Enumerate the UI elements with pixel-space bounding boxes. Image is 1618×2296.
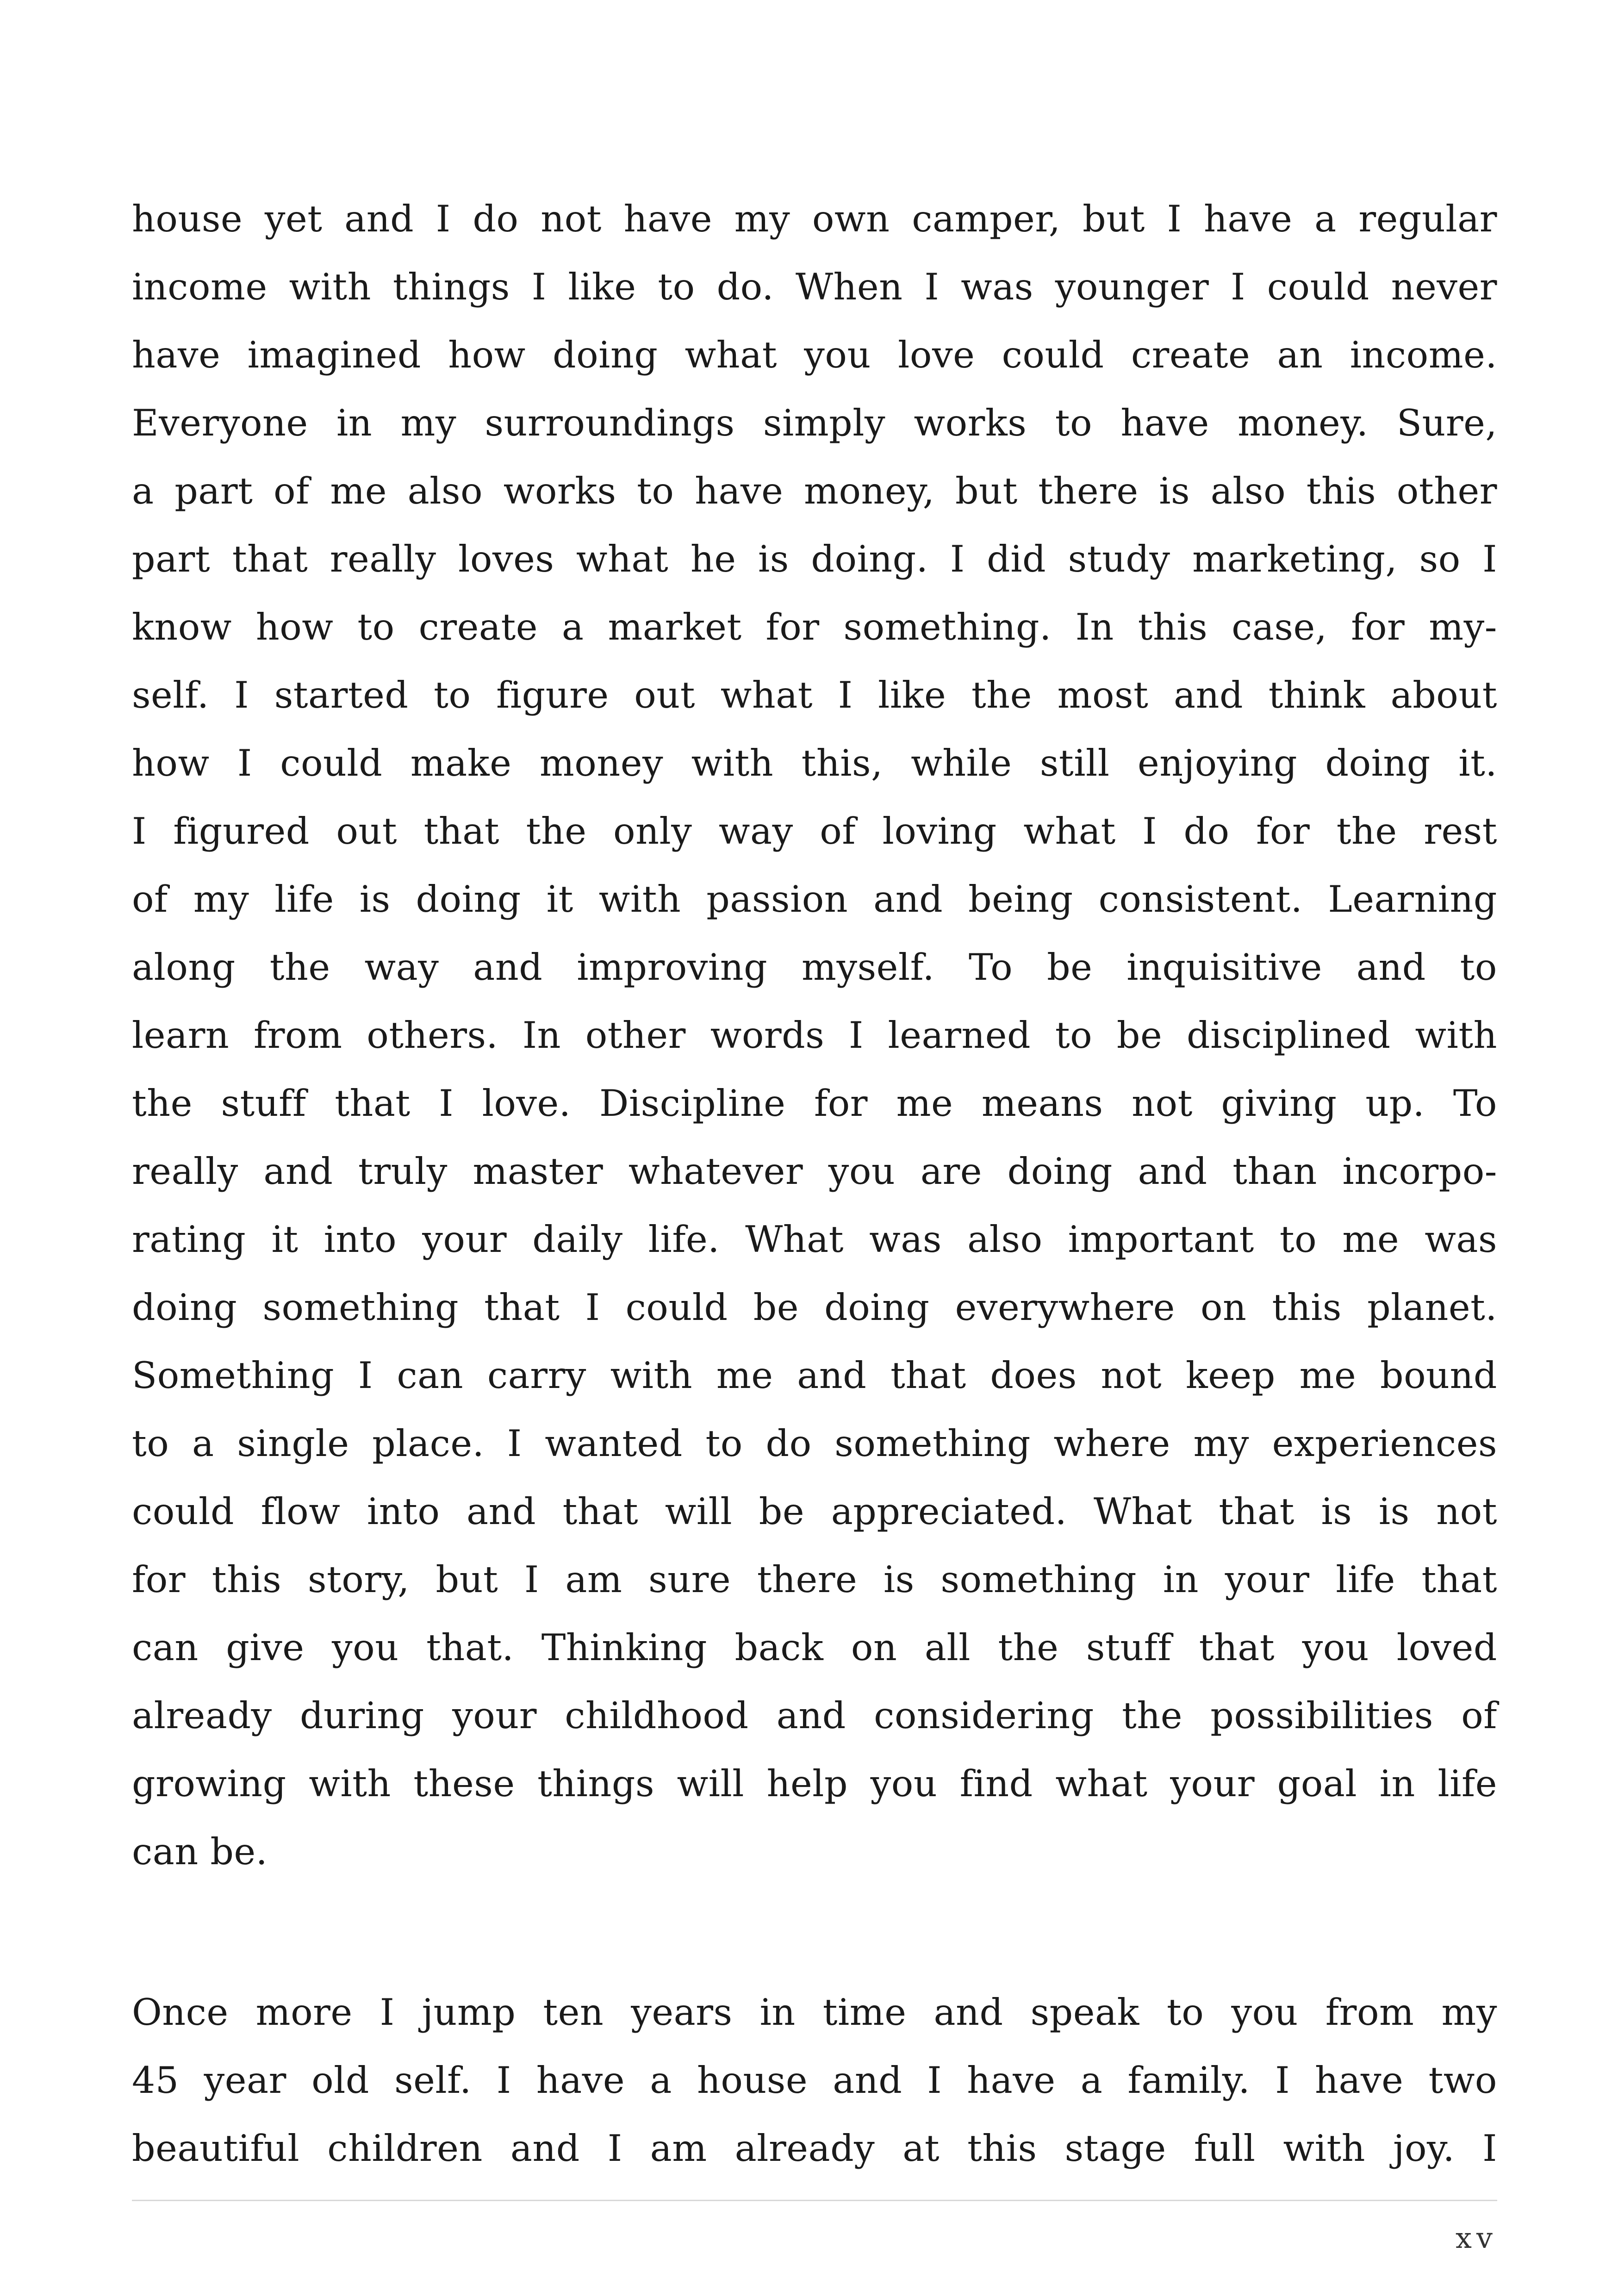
text-line: along the way and improving myself. To be inquisitive and to [132,946,1497,989]
text-line: know how to create a market for something. In this case, for my- [132,606,1497,648]
footer-divider [132,2200,1497,2201]
text-line: Everyone in my surroundings simply works to have money. Sure, [132,402,1497,444]
text-line: growing with these things will help you find what your goal in life [132,1762,1497,1805]
text-line: already during your childhood and considering the possibilities of [132,1694,1497,1737]
text-line: a part of me also works to have money, but there is also this other [132,470,1497,512]
text-line: how I could make money with this, while still enjoying doing it. [132,742,1497,784]
text-line: self. I started to figure out what I like the most and think about [132,674,1497,716]
text-line: beautiful children and I am already at this stage full with joy. I [132,2127,1497,2170]
text-line: really and truly master whatever you are doing and than incorpo- [132,1150,1497,1193]
text-line: house yet and I do not have my own camper, but I have a regular [132,198,1497,240]
text-line: I figured out that the only way of loving what I do for the rest [132,810,1497,852]
page-number: xv [1456,2221,1497,2255]
text-line: could flow into and that will be appreciated. What that is is not [132,1490,1497,1533]
text-line: learn from others. In other words I learned to be disciplined with [132,1014,1497,1057]
text-line: can be. [132,1830,268,1873]
text-line: income with things I like to do. When I was younger I could never [132,266,1497,308]
text-line: can give you that. Thinking back on all the stuff that you loved [132,1626,1497,1669]
paragraph-1 [132,185,1497,1886]
text-line: rating it into your daily life. What was also important to me was [132,1218,1497,1261]
text-line: part that really loves what he is doing. I did study marketing, so I [132,538,1497,580]
text-line: of my life is doing it with passion and being consistent. Learning [132,878,1497,921]
text-line: have imagined how doing what you love could create an income. [132,334,1497,376]
text-line: Something I can carry with me and that does not keep me bound [132,1354,1497,1397]
text-line: 45 year old self. I have a house and I have a family. I have two [132,2059,1497,2102]
text-line: the stuff that I love. Discipline for me means not giving up. To [132,1082,1497,1125]
text-line: to a single place. I wanted to do something where my experiences [132,1422,1497,1465]
text-line: doing something that I could be doing everywhere on this planet. [132,1286,1497,1329]
text-line: Once more I jump ten years in time and speak to you from my [132,1991,1497,2034]
paragraph-2 [132,1979,1497,2183]
text-line: for this story, but I am sure there is something in your life that [132,1558,1497,1601]
